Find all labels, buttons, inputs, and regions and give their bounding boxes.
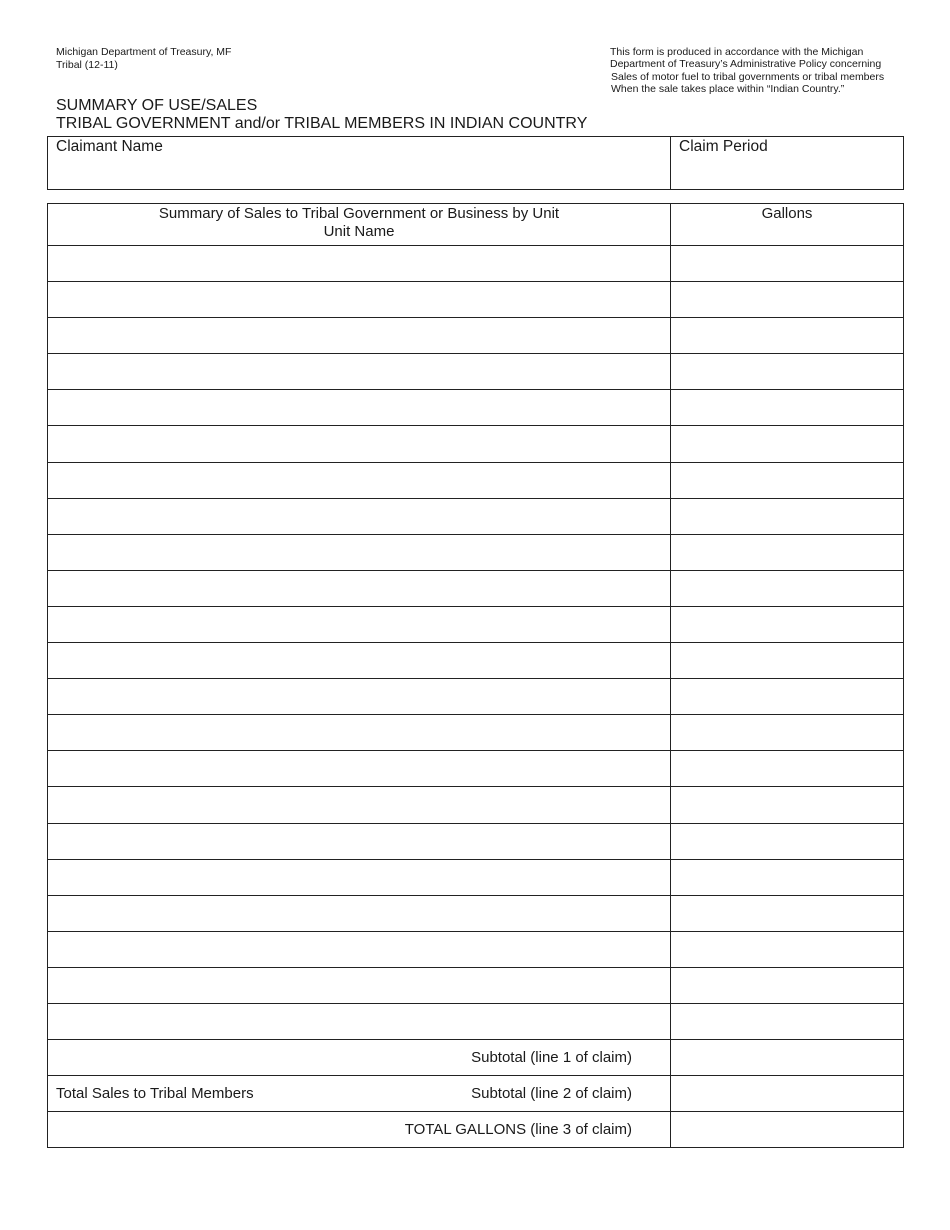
table-row bbox=[48, 282, 904, 318]
agency-block bbox=[56, 46, 231, 72]
form-number: Tribal (12-11) bbox=[56, 59, 118, 71]
unit-name-cell[interactable] bbox=[48, 967, 671, 1003]
gallons-cell[interactable] bbox=[671, 643, 904, 679]
table-row bbox=[48, 570, 904, 606]
subtotal-line1-label-cell bbox=[48, 1040, 671, 1076]
unit-name-cell[interactable] bbox=[48, 570, 671, 606]
notice-line: This form is produced in accordance with the Michigan bbox=[610, 46, 864, 58]
gallons-cell[interactable] bbox=[671, 318, 904, 354]
unit-name-cell[interactable] bbox=[48, 931, 671, 967]
claimant-name-field[interactable] bbox=[48, 137, 671, 190]
unit-header-line1: Summary of Sales to Tribal Government or Business by Unit bbox=[158, 205, 560, 222]
table-row bbox=[48, 823, 904, 859]
table-row bbox=[48, 462, 904, 498]
gallons-cell[interactable] bbox=[671, 354, 904, 390]
subtotal-line1-gallons[interactable] bbox=[671, 1040, 904, 1076]
gallons-cell[interactable] bbox=[671, 282, 904, 318]
notice-line: When the sale takes place within “Indian Country.” bbox=[611, 83, 845, 96]
table-row bbox=[48, 859, 904, 895]
subtotal-line1-label: Subtotal (line 1 of claim) bbox=[471, 1049, 632, 1067]
table-row bbox=[48, 751, 904, 787]
unit-name-cell[interactable] bbox=[48, 606, 671, 642]
unit-name-cell[interactable] bbox=[48, 534, 671, 570]
table-row bbox=[48, 498, 904, 534]
unit-name-cell[interactable] bbox=[48, 643, 671, 679]
claim-period-field[interactable] bbox=[671, 137, 904, 190]
unit-name-cell[interactable] bbox=[48, 823, 671, 859]
form-title bbox=[56, 97, 587, 133]
unit-name-cell[interactable] bbox=[48, 1003, 671, 1039]
gallons-cell[interactable] bbox=[671, 823, 904, 859]
table-header-row bbox=[48, 204, 904, 246]
unit-header-line2: Unit Name bbox=[323, 223, 395, 240]
gallons-cell[interactable] bbox=[671, 246, 904, 282]
gallons-cell[interactable] bbox=[671, 426, 904, 462]
claimant-table bbox=[47, 136, 904, 190]
table-row bbox=[48, 1003, 904, 1039]
unit-name-cell[interactable] bbox=[48, 498, 671, 534]
gallons-cell[interactable] bbox=[671, 679, 904, 715]
unit-name-cell[interactable] bbox=[48, 787, 671, 823]
subtotal-line2-label-cell bbox=[48, 1076, 671, 1112]
total-gallons-value[interactable] bbox=[671, 1112, 904, 1148]
claim-period-label: Claim Period bbox=[679, 138, 768, 155]
table-row bbox=[48, 318, 904, 354]
table-row bbox=[48, 354, 904, 390]
unit-name-header bbox=[48, 204, 671, 246]
gallons-cell[interactable] bbox=[671, 859, 904, 895]
notice-line: Sales of motor fuel to tribal governments or tribal members bbox=[611, 70, 885, 83]
claimant-name-label: Claimant Name bbox=[56, 138, 163, 155]
total-gallons-label: TOTAL GALLONS (line 3 of claim) bbox=[404, 1121, 632, 1139]
table-row bbox=[48, 643, 904, 679]
gallons-cell[interactable] bbox=[671, 606, 904, 642]
unit-name-cell[interactable] bbox=[48, 462, 671, 498]
total-gallons-label-cell bbox=[48, 1112, 671, 1148]
unit-name-cell[interactable] bbox=[48, 390, 671, 426]
unit-name-cell[interactable] bbox=[48, 282, 671, 318]
table-row bbox=[48, 679, 904, 715]
gallons-cell[interactable] bbox=[671, 895, 904, 931]
table-row bbox=[48, 534, 904, 570]
table-row bbox=[48, 246, 904, 282]
subtotal-line1-row bbox=[48, 1040, 904, 1076]
unit-name-cell[interactable] bbox=[48, 354, 671, 390]
unit-name-cell[interactable] bbox=[48, 895, 671, 931]
sales-summary-table bbox=[47, 203, 904, 1148]
gallons-cell[interactable] bbox=[671, 967, 904, 1003]
gallons-header: Gallons bbox=[671, 204, 904, 246]
table-row bbox=[48, 715, 904, 751]
gallons-cell[interactable] bbox=[671, 1003, 904, 1039]
table-row bbox=[48, 606, 904, 642]
subtotal-line2-row bbox=[48, 1076, 904, 1112]
gallons-cell[interactable] bbox=[671, 498, 904, 534]
gallons-cell[interactable] bbox=[671, 931, 904, 967]
unit-name-cell[interactable] bbox=[48, 318, 671, 354]
unit-name-cell[interactable] bbox=[48, 426, 671, 462]
gallons-cell[interactable] bbox=[671, 715, 904, 751]
unit-name-cell[interactable] bbox=[48, 246, 671, 282]
gallons-cell[interactable] bbox=[671, 534, 904, 570]
unit-name-cell[interactable] bbox=[48, 715, 671, 751]
unit-name-cell[interactable] bbox=[48, 859, 671, 895]
form-title-line1: SUMMARY OF USE/SALES bbox=[56, 97, 258, 114]
form-title-line2: TRIBAL GOVERNMENT and/or TRIBAL MEMBERS IN INDIAN COUNTRY bbox=[56, 115, 588, 132]
gallons-cell[interactable] bbox=[671, 462, 904, 498]
total-gallons-row bbox=[48, 1112, 904, 1148]
gallons-cell[interactable] bbox=[671, 570, 904, 606]
gallons-cell[interactable] bbox=[671, 390, 904, 426]
subtotal-line2-label: Subtotal (line 2 of claim) bbox=[471, 1085, 632, 1103]
notice-line: Department of Treasury’s Administrative Policy concerning bbox=[610, 58, 882, 71]
table-row bbox=[48, 895, 904, 931]
policy-notice bbox=[610, 46, 884, 96]
tribal-members-label: Total Sales to Tribal Members bbox=[56, 1085, 254, 1103]
table-row bbox=[48, 787, 904, 823]
agency-line: Michigan Department of Treasury, MF bbox=[56, 46, 232, 58]
table-row bbox=[48, 426, 904, 462]
gallons-cell[interactable] bbox=[671, 787, 904, 823]
unit-name-cell[interactable] bbox=[48, 679, 671, 715]
table-row bbox=[48, 967, 904, 1003]
unit-name-cell[interactable] bbox=[48, 751, 671, 787]
table-row bbox=[48, 931, 904, 967]
table-row bbox=[48, 390, 904, 426]
gallons-cell[interactable] bbox=[671, 751, 904, 787]
subtotal-line2-gallons[interactable] bbox=[671, 1076, 904, 1112]
